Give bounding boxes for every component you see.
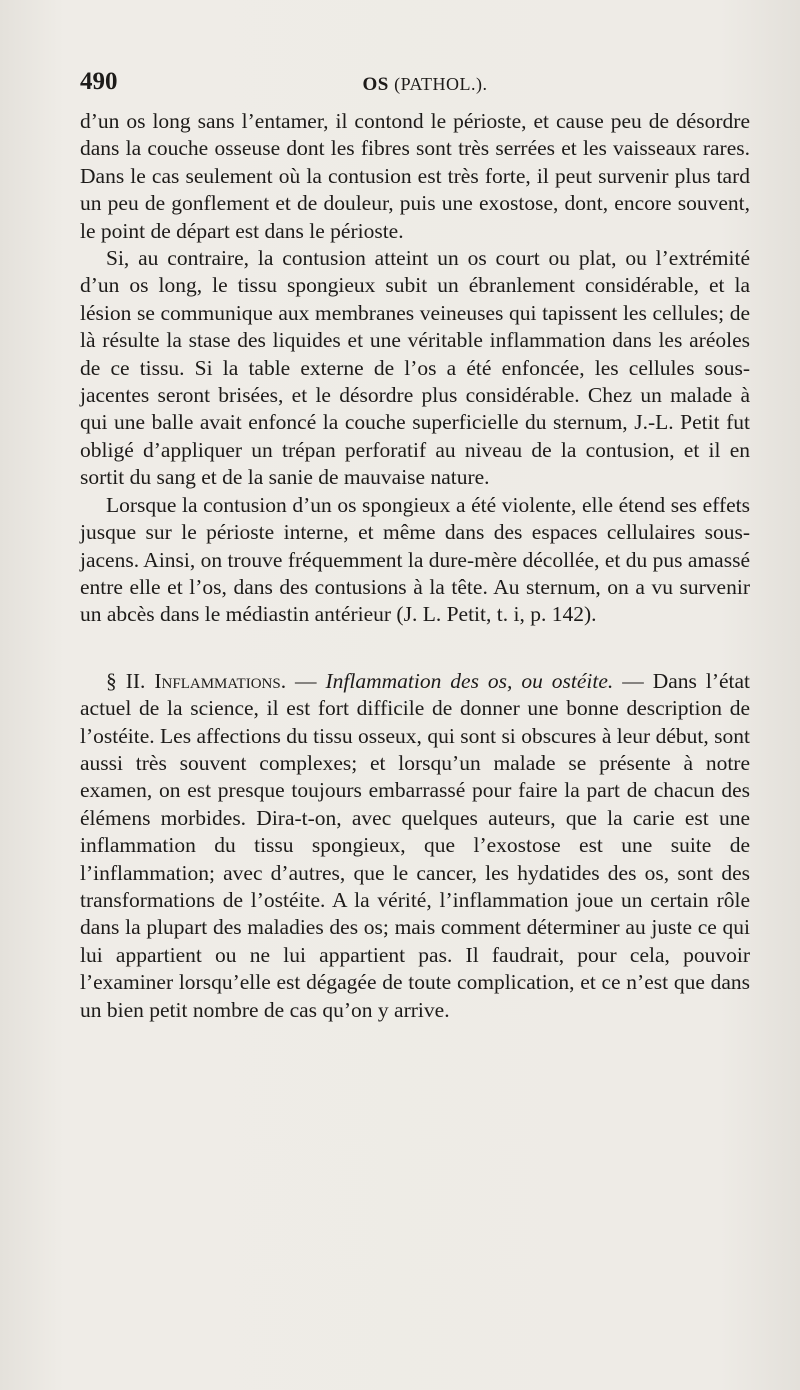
- paragraph-3: Lorsque la contusion d’un os spongieux a été violente, elle étend ses effets jusque sur le périoste interne, et même dans des espaces cellulaires sous-jacens. Ainsi, on trouve fréquemment la dure-mère décollée, et du pus amassé entre elle et l’os, dans des contusions à la tête. Au sternum, on a vu survenir un abcès dans le médiastin antérieur (J. L. Petit, t. i, p. 142).: [80, 492, 750, 627]
- section-number: § II.: [106, 668, 146, 693]
- running-head: [80, 74, 750, 96]
- section-subtitle: Inflammation des os, ou ostéite.: [325, 668, 614, 693]
- section-title: Inflammations.: [154, 668, 287, 693]
- section-dash-1: —: [286, 668, 326, 693]
- paragraph-1: d’un os long sans l’entamer, il contond le périoste, et cause peu de désordre dans la couche osseuse dont les fibres sont très serrées et les vaisseaux rares. Dans le cas seulement où la contusion est très forte, il peut survenir plus tard un peu de gonflement et de douleur, puis une exostose, dont, encore souvent, le point de départ est dans le périoste.: [80, 109, 750, 243]
- section-paragraph: [80, 668, 750, 1024]
- paragraph-2: Si, au contraire, la contusion atteint un os court ou plat, ou l’extrémité d’un os long, le tissu spongieux subit un ébranlement considérable, et la lésion se communique aux membranes veineuses qui tapissent les cellules; de là résulte la stase des liquides et une véritable inflammation dans les aréoles de ce tissu. Si la table externe de l’os a été enfoncée, les cellules sous-jacentes seront brisées, et le désordre plus considérable. Chez un malade à qui une balle avait enfoncé la couche superficielle du sternum, J.-L. Petit fut obligé d’appliquer un trépan perforatif au niveau de la contusion, et il en sortit du sang et de la sanie de mauvaise nature.: [80, 246, 750, 490]
- page-header: [80, 68, 750, 104]
- running-head-title: OS: [362, 74, 389, 95]
- page-number: 490: [80, 68, 118, 95]
- body-text: [80, 108, 750, 1024]
- section-dash-2: —: [613, 668, 653, 693]
- paragraph-4: Dans l’état actuel de la science, il est fort difficile de donner une bonne description de l’ostéite. Les affections du tissu osseux, qui sont si obscures à leur début, sont aussi très souvent complexes; et lorsqu’un malade se présente à notre examen, on est presque toujours embarrassé pour faire la part de chacun des élémens morbides. Dira-t-on, avec quelques auteurs, que la carie est une inflammation du tissu spongieux, que l’exostose est une suite de l’inflammation; avec d’autres, que le cancer, les hydatides des os, sont des transformations de l’ostéite. A la vérité, l’inflammation joue un certain rôle dans la plupart des maladies des os; mais comment déterminer au juste ce qui lui appartient ou ne lui appartient pas. Il faudrait, pour cela, pouvoir l’examiner lorsqu’elle est dégagée de toute complication, et ce n’est que dans un bien petit nombre de cas qu’on y arrive.: [80, 668, 751, 1022]
- running-head-subtitle: (PATHOL.).: [394, 74, 488, 94]
